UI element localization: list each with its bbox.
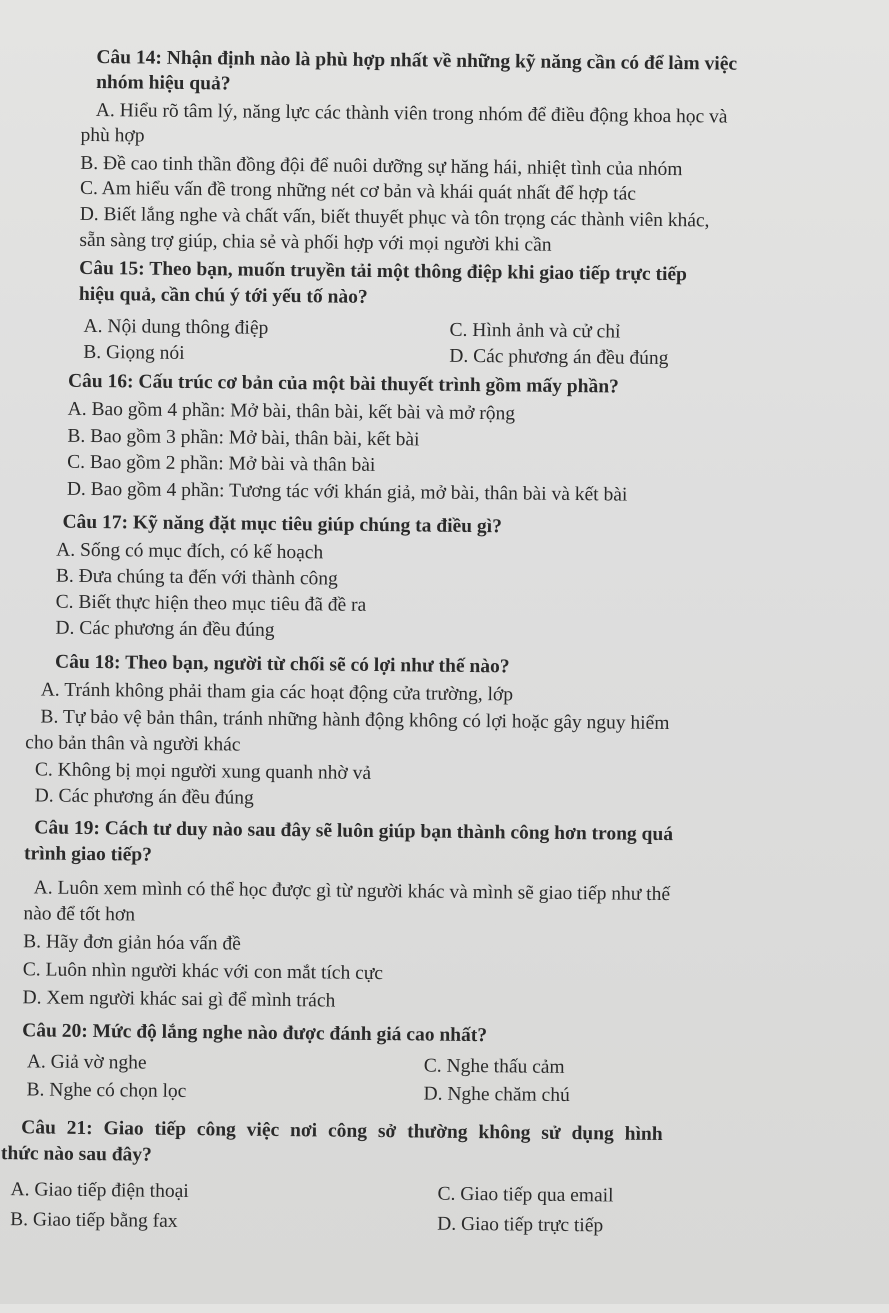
question-16-option-c: C. Bao gồm 2 phần: Mở bài và thân bài: [67, 451, 376, 476]
question-20-option-d: D. Nghe chăm chú: [423, 1083, 570, 1107]
question-20-title: Câu 20: Mức độ lắng nghe nào được đánh giá cao nhất?: [22, 1020, 488, 1047]
question-18-option-b-cont: cho bản thân và người khác: [25, 732, 241, 756]
question-17-option-d: D. Các phương án đều đúng: [55, 617, 275, 641]
question-16-title: Câu 16: Cấu trúc cơ bản của một bài thuyết trình gồm mấy phần?: [67, 370, 619, 398]
question-17-option-a: A. Sống có mục đích, có kế hoạch: [56, 539, 324, 564]
question-16-option-d: D. Bao gồm 4 phần: Tương tác với khán giả, mở bài, thân bài và kết bài: [66, 478, 628, 506]
question-14-option-d: D. Biết lắng nghe và chất vấn, biết thuyết phục và tôn trọng các thành viên khác,: [79, 203, 710, 232]
question-16-option-b: B. Bao gồm 3 phần: Mở bài, thân bài, kết bài: [67, 425, 420, 451]
question-14-title-line-1: Câu 14: Nhận định nào là phù hợp nhất về những kỹ năng cần có để làm việc: [96, 47, 738, 75]
question-21-title-line-2: thức nào sau đây?: [0, 1143, 152, 1166]
question-16-option-a: A. Bao gồm 4 phần: Mở bài, thân bài, kết bài và mở rộng: [67, 398, 516, 425]
question-15-title-line-1: Câu 15: Theo bạn, muốn truyền tải một thông điệp khi giao tiếp trực tiếp: [79, 257, 688, 286]
question-19-option-a-cont: nào để tốt hơn: [23, 903, 136, 926]
question-14-option-c: C. Am hiểu vấn đề trong những nét cơ bản và khái quát nhất để hợp tác: [79, 177, 637, 205]
question-21-option-b: B. Giao tiếp bằng fax: [10, 1209, 178, 1232]
question-19-option-a: A. Luôn xem mình có thể học được gì từ người khác và mình sẽ giao tiếp như thế: [33, 877, 671, 906]
question-19-option-b: B. Hãy đơn giản hóa vấn đề: [23, 931, 241, 955]
question-19-title-line-1: Câu 19: Cách tư duy nào sau đây sẽ luôn giúp bạn thành công hơn trong quá: [34, 817, 674, 846]
question-15-option-b: B. Giọng nói: [83, 341, 185, 364]
question-20-option-c: C. Nghe thấu cảm: [423, 1055, 565, 1078]
question-14-option-a: A. Hiểu rõ tâm lý, năng lực các thành viên trong nhóm để điều động khoa học và: [95, 100, 728, 128]
question-21-title-line-1: Câu 21: Giao tiếp công việc nơi công sở thường không sử dụng hình: [21, 1117, 663, 1146]
question-18-option-d: D. Các phương án đều đúng: [34, 785, 254, 809]
question-15-option-d: D. Các phương án đều đúng: [449, 345, 669, 370]
question-18-option-a: A. Tránh không phải tham gia các hoạt động cửa trường, lớp: [40, 679, 514, 706]
question-17-title: Câu 17: Kỹ năng đặt mục tiêu giúp chúng ta điều gì?: [62, 511, 502, 538]
question-21-option-c: C. Giao tiếp qua email: [437, 1183, 614, 1207]
question-15-option-c: C. Hình ảnh và cử chỉ: [449, 319, 621, 343]
question-19-option-c: C. Luôn nhìn người khác với con mắt tích cực: [22, 959, 384, 985]
question-18-title: Câu 18: Theo bạn, người từ chối sẽ có lợi như thế nào?: [54, 651, 510, 678]
question-14-option-d-cont: sẵn sàng trợ giúp, chia sẻ và phối hợp với mọi người khi cần: [79, 229, 552, 256]
question-14-option-b: B. Đề cao tinh thần đồng đội để nuôi dưỡng sự hăng hái, nhiệt tình của nhóm: [80, 152, 683, 181]
question-15-option-a: A. Nội dung thông điệp: [83, 315, 269, 339]
question-19-title-line-2: trình giao tiếp?: [23, 843, 153, 866]
question-21-option-a: A. Giao tiếp điện thoại: [10, 1179, 189, 1203]
question-21-option-d: D. Giao tiếp trực tiếp: [437, 1213, 604, 1237]
question-15-title-line-2: hiệu quả, cần chú ý tới yếu tố nào?: [78, 283, 368, 308]
question-18-option-b: B. Tự bảo vệ bản thân, tránh những hành động không có lợi hoặc gây nguy hiểm: [40, 706, 670, 735]
question-17-option-c: C. Biết thực hiện theo mục tiêu đã đề ra: [55, 591, 367, 616]
question-14-title-line-2: nhóm hiệu quả?: [96, 72, 231, 95]
question-14-option-a-cont: phù hợp: [80, 124, 145, 147]
question-18-option-c: C. Không bị mọi người xung quanh nhờ vả: [34, 759, 372, 784]
question-20-option-a: A. Giả vờ nghe: [26, 1051, 147, 1074]
question-19-option-d: D. Xem người khác sai gì để mình trách: [22, 987, 336, 1012]
question-17-option-b: B. Đưa chúng ta đến với thành công: [55, 565, 338, 590]
question-20-option-b: B. Nghe có chọn lọc: [26, 1079, 187, 1103]
